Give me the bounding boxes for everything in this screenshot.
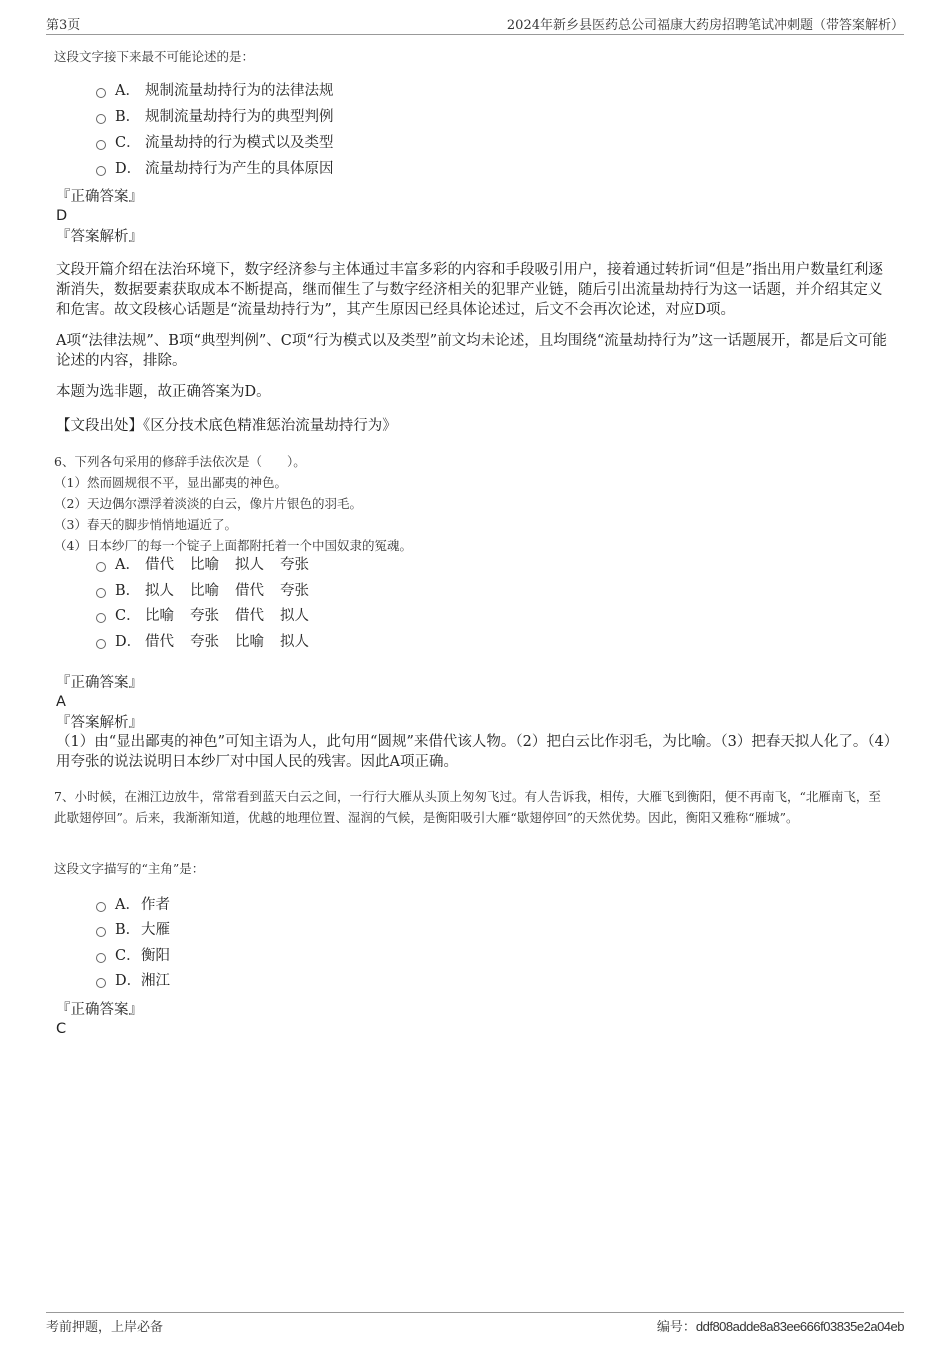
- q5-source: 【文段出处】《区分技术底色精准惩治流量劫持行为》: [56, 418, 397, 434]
- q6-option-d[interactable]: D． 借代 夸张 比喻 拟人: [96, 632, 325, 652]
- q7-answer-label: 『正确答案』: [56, 1002, 143, 1018]
- q7-answer: C: [56, 1021, 67, 1037]
- page-header: [46, 14, 904, 35]
- footer-slogan: 考前押题，上岸必备: [46, 1320, 164, 1335]
- q7-option-a[interactable]: A．作者: [96, 895, 170, 915]
- q6-analysis-label: 『答案解析』: [56, 715, 143, 731]
- q5-analysis-paragraph-2: A项“法律法规”、B项“典型判例”、C项“行为模式以及类型”前文均未论述，且均围绕“流量劫持行为”这一话题展开，都是后文可能论述的内容，排除。: [56, 333, 888, 369]
- q6-sentence-3: （3）春天的脚步悄悄地逼近了。: [54, 517, 237, 532]
- radio-icon[interactable]: [96, 562, 106, 572]
- q7-question: 这段文字描写的“主角”是：: [54, 861, 205, 876]
- q5-analysis-paragraph-1: 文段开篇介绍在法治环境下，数字经济参与主体通过丰富多彩的内容和手段吸引用户，接着通过转折词“但是”指出用户数量红利逐渐消失，数据要素获取成本不断提高，继而催生了与数字经济相关的犯罪产业链，随后引出流量劫持行为这一话题，并介绍其定义和危害。故文段核心话题是“流量劫持行为”，其产生原因已经具体论述过，后文不会再次论述，对应D项。: [56, 262, 883, 318]
- radio-icon[interactable]: [96, 114, 106, 124]
- radio-icon[interactable]: [96, 639, 106, 649]
- radio-icon[interactable]: [96, 978, 106, 988]
- radio-icon[interactable]: [96, 902, 106, 912]
- q6-sentence-4: （4）日本纱厂的每一个锭子上面都附托着一个中国奴隶的冤魂。: [54, 538, 412, 553]
- radio-icon[interactable]: [96, 927, 106, 937]
- radio-icon[interactable]: [96, 588, 106, 598]
- q5-option-d[interactable]: D． 流量劫持行为产生的具体原因: [96, 159, 334, 179]
- radio-icon[interactable]: [96, 613, 106, 623]
- q6-sentence-1: （1）然而圆规很不平，显出鄙夷的神色。: [54, 475, 287, 490]
- document-code: [657, 1316, 904, 1335]
- radio-icon[interactable]: [96, 88, 106, 98]
- radio-icon[interactable]: [96, 140, 106, 150]
- q5-analysis-label: 『答案解析』: [56, 229, 143, 245]
- q5-answer-label: 『正确答案』: [56, 189, 143, 205]
- q7-option-d[interactable]: D．湘江: [96, 971, 170, 991]
- q7-stem: 7、小时候，在湘江边放牛，常常看到蓝天白云之间，一行行大雁从头顶上匆匆飞过。有人告诉我，相传，大雁飞到衡阳，便不再南飞，“北雁南飞，至此歇翅停回”。后来，我渐渐知道，优越的地理位置、湿润的气候，是衡阳吸引大雁“歇翅停回”的天然优势。因此，衡阳又雅称“雁城”。: [54, 789, 881, 825]
- q6-stem: 6、下列各句采用的修辞手法依次是（ ）。: [54, 454, 306, 469]
- q7-option-c[interactable]: C．衡阳: [96, 946, 170, 966]
- q6-sentence-2: （2）天边偶尔漂浮着淡淡的白云，像片片银色的羽毛。: [54, 496, 362, 511]
- q5-analysis-paragraph-3: 本题为选非题，故正确答案为D。: [56, 384, 271, 400]
- q6-answer-label: 『正确答案』: [56, 675, 143, 691]
- radio-icon[interactable]: [96, 166, 106, 176]
- radio-icon[interactable]: [96, 953, 106, 963]
- q5-answer: D: [56, 208, 68, 224]
- q5-option-b[interactable]: B． 规制流量劫持行为的典型判例: [96, 107, 334, 127]
- q6-answer: A: [56, 694, 66, 710]
- q5-option-a[interactable]: A． 规制流量劫持行为的法律法规: [96, 81, 334, 101]
- q6-analysis: （1）由“显出鄙夷的神色”可知主语为人，此句用“圆规”来借代该人物。（2）把白云比作羽毛，为比喻。（3）把春天拟人化了。（4）用夸张的说法说明日本纱厂对中国人民的残害。因此A项正确。: [56, 734, 892, 770]
- q7-option-b[interactable]: B．大雁: [96, 920, 170, 940]
- q6-option-a[interactable]: A． 借代 比喻 拟人 夸张: [96, 555, 325, 575]
- code-label: 编号：: [656, 1320, 696, 1335]
- page-number: 第3页: [46, 18, 81, 33]
- q5-option-c[interactable]: C． 流量劫持的行为模式以及类型: [96, 133, 334, 153]
- code-value: ddf808adde8a83ee666f03835e2a04eb: [695, 1319, 904, 1334]
- page-footer: [46, 1312, 904, 1337]
- document-title: 2024年新乡县医药总公司福康大药房招聘笔试冲刺题（带答案解析）: [506, 18, 904, 33]
- q5-stem-tail: 这段文字接下来最不可能论述的是：: [54, 49, 255, 64]
- q6-option-c[interactable]: C． 比喻 夸张 借代 拟人: [96, 606, 325, 626]
- q6-option-b[interactable]: B． 拟人 比喻 借代 夸张: [96, 581, 325, 601]
